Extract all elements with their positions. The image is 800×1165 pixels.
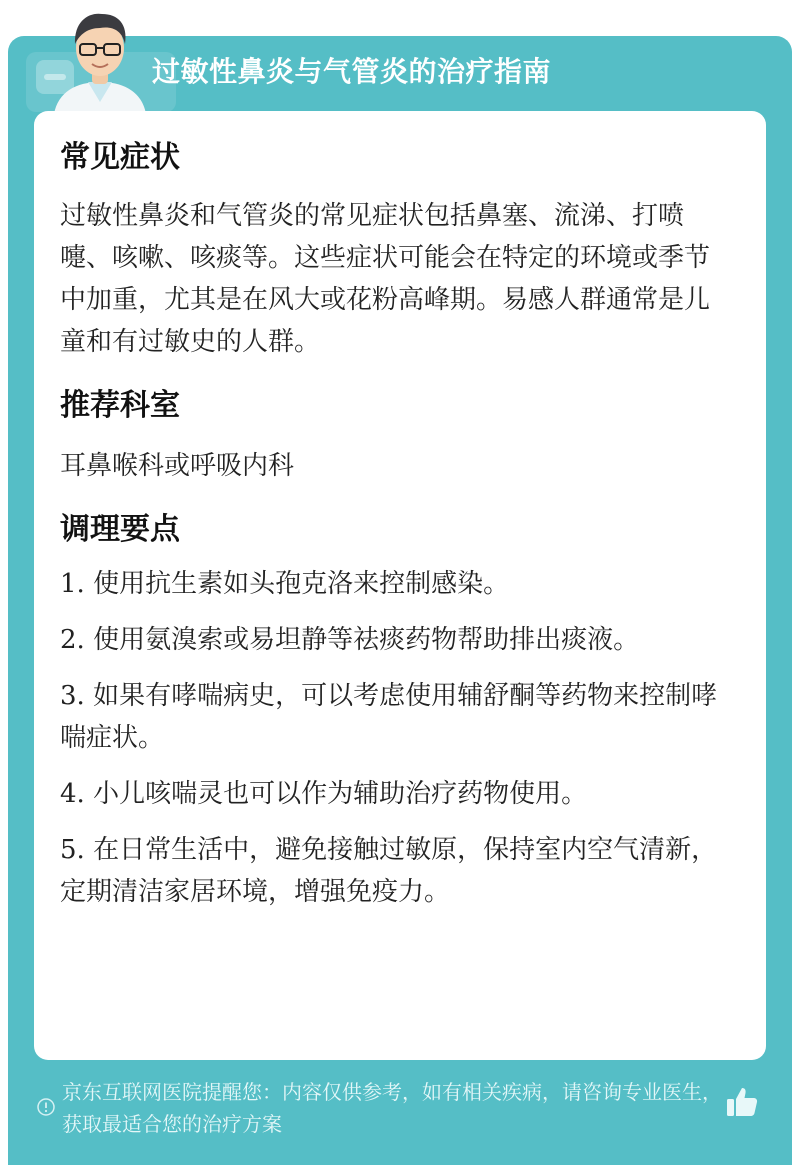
symptoms-text: 过敏性鼻炎和气管炎的常见症状包括鼻塞、流涕、打喷嚏、咳嗽、咳痰等。这些症状可能会在特定的环境或季节中加重，尤其是在风大或花粉高峰期。易感人群通常是儿童和有过敏史的人群。 <box>60 201 711 357</box>
content-card <box>34 111 766 1060</box>
list-item-number: 3. <box>60 681 85 711</box>
list-item <box>60 619 732 661</box>
thumbs-up-icon[interactable] <box>724 1084 760 1120</box>
list-item <box>60 675 732 759</box>
doctor-avatar-icon <box>44 6 156 114</box>
list-item-number: 1. <box>60 569 85 599</box>
list-item-number: 5. <box>60 835 85 865</box>
list-item-text: 使用氨溴索或易坦静等祛痰药物帮助排出痰液。 <box>93 625 640 655</box>
care-list <box>60 563 732 913</box>
list-item-number: 4. <box>60 779 85 809</box>
list-item <box>60 829 732 913</box>
care-heading: 调理要点 <box>60 512 180 547</box>
disclaimer-text: 京东互联网医院提醒您：内容仅供参考，如有相关疾病，请咨询专业医生，获取最适合您的治疗方案 <box>62 1080 722 1136</box>
list-item <box>60 563 732 605</box>
list-item-text: 小儿咳喘灵也可以作为辅助治疗药物使用。 <box>93 779 588 809</box>
list-item-text: 使用抗生素如头孢克洛来控制感染。 <box>93 569 510 599</box>
department-text: 耳鼻喉科或呼吸内科 <box>60 451 295 481</box>
page-title: 过敏性鼻炎与气管炎的治疗指南 <box>152 55 552 88</box>
department-heading: 推荐科室 <box>60 388 180 423</box>
list-item-number: 2. <box>60 625 85 655</box>
list-item-text: 如果有哮喘病史，可以考虑使用辅舒酮等药物来控制哮喘症状。 <box>60 681 718 753</box>
info-icon <box>36 1097 56 1117</box>
symptoms-heading: 常见症状 <box>60 140 180 175</box>
list-item <box>60 773 732 815</box>
list-item-text: 在日常生活中，避免接触过敏原，保持室内空气清新，定期清洁家居环境，增强免疫力。 <box>60 835 718 907</box>
